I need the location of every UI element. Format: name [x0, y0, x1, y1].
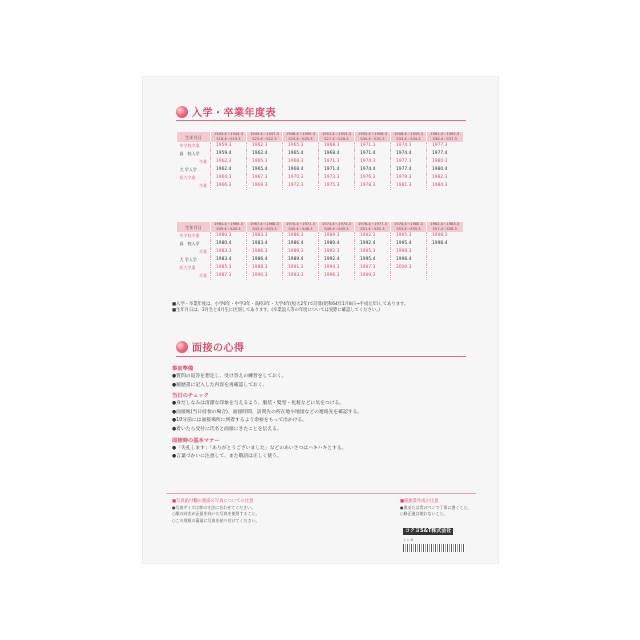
- row-label: 中学校卒業: [179, 233, 200, 238]
- table-cell: [427, 248, 463, 256]
- table-cell: 1983.3: [211, 248, 247, 256]
- table-cell: 1983.3: [247, 232, 283, 240]
- tips-item: ●質問の返答を想定し、受け答えの練習をしておく。: [172, 374, 287, 379]
- pink-circle-bullet-icon: [176, 341, 188, 353]
- table-cell: 1971.3: [319, 158, 355, 166]
- tips-item: ●「失礼します」「ありがとうございました」などのあいさつはハキハキとする。: [172, 445, 347, 451]
- table-cell: 1965.3: [247, 158, 283, 166]
- table-cell: 1980.3: [427, 158, 463, 166]
- column-header-gregorian: 1943.4〜1944.3: [211, 132, 247, 137]
- column-header-showa: S27.4〜S28.3: [319, 137, 355, 142]
- row-label: 卒業: [199, 273, 207, 278]
- row-label: 高 校入学: [179, 241, 200, 246]
- column-header-showa: S53.4〜S55.3: [391, 227, 427, 232]
- table-cell: 1978.3: [355, 182, 391, 190]
- table-cell: 1992.3: [319, 248, 355, 256]
- table-row: [177, 240, 463, 248]
- footer-line: ○顔の向きが正面を向いた写真を使用すること。: [172, 511, 260, 517]
- column-header-showa: S51.4〜S52.3: [355, 227, 391, 232]
- corner-label: 生年月日: [177, 222, 211, 232]
- table-cell: 1974.4: [355, 166, 391, 174]
- table-cell: 1974.3: [355, 158, 391, 166]
- table-cell: 1986.4: [283, 240, 319, 248]
- footer-right-notes: [400, 498, 480, 518]
- column-header-showa: S30.4〜S31.3: [355, 137, 391, 142]
- row-label: 中学校卒業: [179, 143, 200, 148]
- table-cell: 1967.3: [247, 174, 283, 182]
- row-label: 高 校入学: [179, 151, 200, 156]
- tips-item: ●身だしなみは清潔な印象を与えるよう、服装・髪型・化粧などに気をつける。: [172, 401, 345, 407]
- column-header-showa: S18.4〜S19.3: [211, 137, 247, 142]
- column-header-showa: S24.4〜S25.3: [283, 137, 319, 142]
- row-label: 卒業: [199, 159, 207, 164]
- table-cell: 1998.4: [427, 240, 463, 248]
- column-header-showa: S20.4〜S22.3: [247, 137, 283, 142]
- corner-label: 生年月日: [177, 132, 211, 142]
- column-header-gregorian: 1964.4〜1965.3: [211, 222, 247, 227]
- column-header-showa: S36.4〜S37.3: [427, 137, 463, 142]
- column-header-showa: S45.4〜S46.3: [283, 227, 319, 232]
- column-header-gregorian: 1948.4〜1950.3: [283, 132, 319, 137]
- table-row: [177, 272, 463, 280]
- table-cell: 1989.3: [283, 248, 319, 256]
- column-header-gregorian: 1961.4〜1962.3: [427, 132, 463, 137]
- table-row: [177, 166, 463, 174]
- table-cell: 1968.3: [319, 142, 355, 150]
- footer-title: ■履歴書作成の注意: [400, 499, 439, 504]
- table-row: [177, 256, 463, 264]
- table-cell: [391, 272, 427, 280]
- table-cell: 1968.4: [319, 150, 355, 158]
- table-cell: 1980.4: [427, 166, 463, 174]
- table-cell: 1959.4: [211, 150, 247, 158]
- footer-title: ■写真貼付欄の裏面の写真についての注意: [172, 499, 254, 504]
- tips-item: ●面接地(当日持参の場合)、面接時間、訪問先の所在地や地図などの連絡先を確認する。: [172, 409, 363, 415]
- year-table-1: [176, 132, 463, 190]
- table-cell: 1964.3: [211, 174, 247, 182]
- table-notes: [172, 302, 472, 314]
- year-table-2: [176, 222, 463, 280]
- table-cell: 1998.4: [391, 256, 427, 264]
- table-cell: 1977.4: [391, 166, 427, 174]
- row-label: 大 学入学: [179, 257, 197, 262]
- table-note: ■入学・卒業年度は、小学6年・中学3年・高校3年・大学4年(短大2年)で計算(昭和64年1月8日→平成元年)してあります。: [172, 302, 409, 307]
- table-cell: 1968.4: [283, 166, 319, 174]
- table-cell: 1971.4: [319, 166, 355, 174]
- row-label: 卒業: [199, 183, 207, 188]
- table-row: [177, 182, 463, 190]
- table-cell: 1965.3: [283, 142, 319, 150]
- table-cell: 1992.4: [355, 240, 391, 248]
- table-cell: 1983.4: [211, 256, 247, 264]
- table-row: [177, 150, 463, 158]
- row-label: 大 学入学: [179, 167, 197, 172]
- table-cell: 1976.3: [355, 174, 391, 182]
- table-cell: 1988.3: [247, 264, 283, 272]
- column-header-showa: S39.4〜S40.3: [211, 227, 247, 232]
- table-cell: 1965.4: [247, 166, 283, 174]
- interview-tips: [172, 363, 472, 462]
- interview-section-header: [176, 339, 245, 354]
- table-row: [177, 248, 463, 256]
- row-label: 短大卒業: [179, 175, 196, 180]
- table-row: [177, 232, 463, 240]
- tips-item: ●10分前には面接場所に到着するよう余裕をもって出かける。: [172, 418, 308, 424]
- table-cell: 1980.3: [211, 232, 247, 240]
- table-cell: 1990.3: [247, 272, 283, 280]
- table-cell: 1997.3: [355, 264, 391, 272]
- table-cell: 1968.3: [283, 158, 319, 166]
- column-header-gregorian: 1970.4〜1971.3: [283, 222, 319, 227]
- column-header-gregorian: 1958.4〜1959.3: [391, 132, 427, 137]
- table-cell: 1981.3: [391, 182, 427, 190]
- table-cell: [427, 256, 463, 264]
- tips-heading: 面接時の基本マナー: [172, 437, 220, 444]
- table-cell: 1975.3: [319, 182, 355, 190]
- table-cell: 1991.3: [283, 264, 319, 272]
- table-cell: 1959.3: [211, 142, 247, 150]
- row-label: 卒業: [199, 249, 207, 254]
- table-row: [177, 158, 463, 166]
- tips-item: ●履歴書に記入した内容を再確認しておく。: [172, 382, 268, 388]
- table-row: [177, 142, 463, 150]
- column-header-gregorian: 1973.4〜1974.3: [319, 222, 355, 227]
- table-cell: 1987.3: [211, 272, 247, 280]
- table-cell: 1999.3: [355, 272, 391, 280]
- table-cell: 1986.3: [247, 248, 283, 256]
- table-cell: 1989.4: [283, 256, 319, 264]
- table-cell: 1974.4: [391, 150, 427, 158]
- section-divider: [176, 120, 466, 121]
- table-cell: 1983.4: [247, 240, 283, 248]
- barcode-icon: [403, 544, 465, 552]
- table-cell: 1986.4: [247, 256, 283, 264]
- table-cell: 1969.3: [247, 182, 283, 190]
- table-cell: 1962.4: [211, 166, 247, 174]
- table-cell: 1992.4: [319, 256, 355, 264]
- table-row: [177, 264, 463, 272]
- table-cell: 1982.3: [427, 174, 463, 182]
- table-cell: 1995.3: [355, 248, 391, 256]
- tips-heading: 事前準備: [172, 366, 194, 372]
- year-table-title: 入学・卒業年度表: [192, 108, 276, 119]
- column-header-gregorian: 1978.4〜1980.3: [391, 222, 427, 227]
- interview-title: 面接の心得: [192, 343, 245, 354]
- table-cell: 1989.3: [319, 232, 355, 240]
- table-cell: 1971.4: [355, 150, 391, 158]
- table-cell: 1992.3: [355, 232, 391, 240]
- table-cell: 1998.3: [391, 248, 427, 256]
- column-header-gregorian: 1955.4〜1956.3: [355, 132, 391, 137]
- tips-heading: 当日のチェック: [172, 393, 209, 400]
- column-header-showa: S33.4〜S34.3: [391, 137, 427, 142]
- column-header-gregorian: 1951.4〜1953.3: [319, 132, 355, 137]
- footer-line: ●写真サイズは枠の寸法に合わせてください。: [172, 505, 256, 510]
- product-code: シン-5: [403, 538, 414, 542]
- table-cell: 1970.3: [283, 174, 319, 182]
- table-cell: 1973.3: [319, 174, 355, 182]
- maker-logo: コクヨS&T株式会社: [405, 528, 452, 534]
- table-cell: 1984.3: [427, 182, 463, 190]
- table-cell: 1971.3: [355, 142, 391, 150]
- table-cell: 1995.4: [391, 240, 427, 248]
- footer-line: ○この用紙の裏面に写真を貼り付けてください。: [172, 517, 260, 523]
- table-cell: [427, 264, 463, 272]
- table-cell: 1996.3: [319, 272, 355, 280]
- table-cell: 1994.3: [319, 264, 355, 272]
- table-cell: 1980.4: [211, 240, 247, 248]
- column-header-showa: S42.4〜S43.3: [247, 227, 283, 232]
- footer-divider: [166, 493, 476, 494]
- column-header-gregorian: 1945.4〜1947.3: [247, 132, 283, 137]
- table-cell: 1985.3: [211, 264, 247, 272]
- column-header-gregorian: 1976.4〜1977.3: [355, 222, 391, 227]
- row-label: 短大卒業: [179, 265, 196, 270]
- column-header-showa: S48.4〜S49.3: [319, 227, 355, 232]
- table-cell: 1962.4: [247, 150, 283, 158]
- table-cell: 1995.4: [355, 256, 391, 264]
- table-cell: 1995.3: [391, 232, 427, 240]
- table-cell: 1962.3: [211, 158, 247, 166]
- table-cell: 1977.4: [427, 150, 463, 158]
- table-cell: 1974.3: [391, 142, 427, 150]
- pink-circle-bullet-icon: [176, 106, 188, 118]
- column-header-showa: S57.4〜S58.3: [427, 227, 463, 232]
- table-cell: 1993.3: [283, 272, 319, 280]
- table-note: ■生年月日は、3月生と4月生に区別してあります。(卒業浪人等の年度については実際に確認してください。): [172, 308, 380, 313]
- column-header-gregorian: 1967.4〜1968.3: [247, 222, 283, 227]
- table-cell: 1977.3: [391, 158, 427, 166]
- footer-left-notes: [172, 498, 387, 524]
- column-header-gregorian: 1982.4〜1983.3: [427, 222, 463, 227]
- table-cell: 1965.4: [283, 150, 319, 158]
- table-cell: 1966.3: [211, 182, 247, 190]
- table-cell: 1962.3: [247, 142, 283, 150]
- section-divider: [176, 356, 466, 357]
- table-cell: 1977.3: [427, 142, 463, 150]
- footer-line: ●黒または青のペンで丁寧に書くこと。: [400, 505, 472, 510]
- tips-item: ●着いたら受付に氏名と面接にきたことを伝える。: [172, 426, 282, 432]
- tips-item: ●言葉づかいに注意して、また敬語は正しく使う。: [172, 454, 282, 460]
- table-cell: 1989.4: [319, 240, 355, 248]
- footer-line: ○修正液は使わないこと。: [400, 511, 448, 517]
- table-cell: 1998.3: [427, 232, 463, 240]
- table-cell: 2000.3: [391, 264, 427, 272]
- table-cell: 1979.3: [391, 174, 427, 182]
- table-row: [177, 174, 463, 182]
- table-cell: [427, 272, 463, 280]
- year-table-section-header: [176, 104, 276, 119]
- table-cell: 1972.3: [283, 182, 319, 190]
- table-cell: 1986.3: [283, 232, 319, 240]
